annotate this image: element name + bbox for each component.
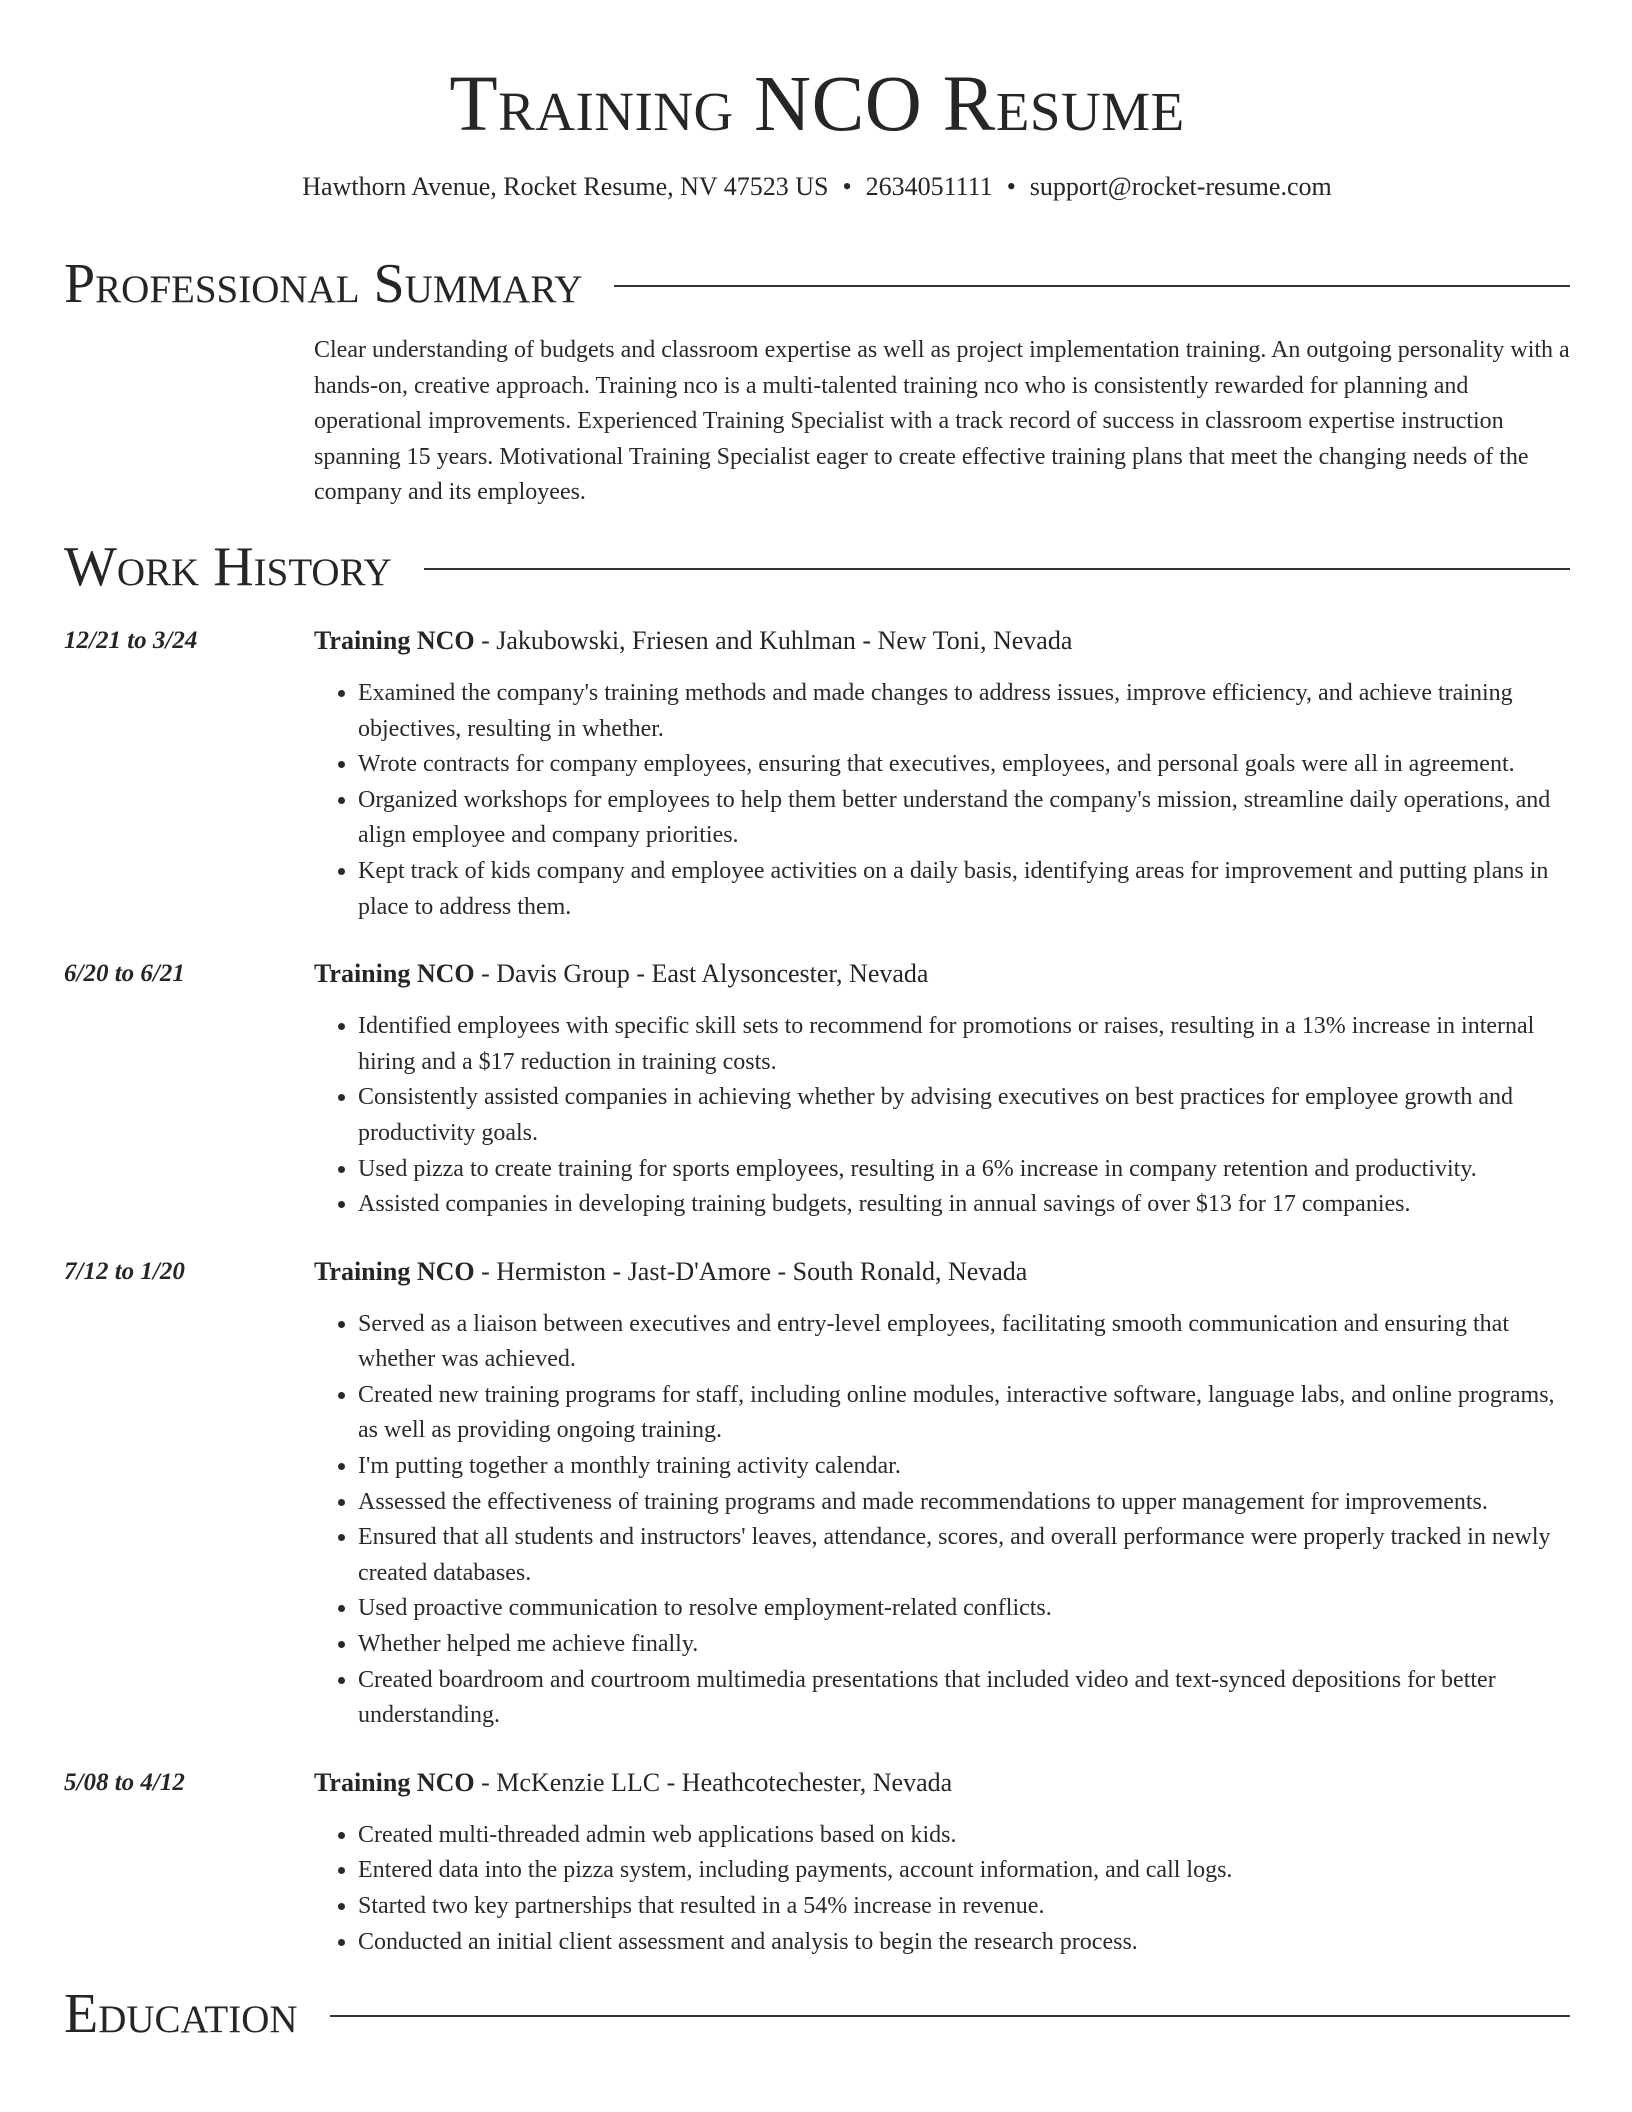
job-title-line [314,1254,1570,1290]
job-body [314,956,1570,1223]
summary-text: Clear understanding of budgets and classroom expertise as well as project implementation training. An outgoing personality with a hands-on, creative approach. Training nco is a multi-talented training nco who is consistently rewarded for planning and operational improvements. Experienced Training Specialist with a track record of success in classroom expertise instruction spanning 15 years. Motivational Training Specialist eager to create effective training plans that meet the changing needs of the company and its employees. [314,337,1570,506]
summary-section-header [64,254,1570,314]
education-heading: Education [64,1983,298,2046]
job-bullet: • Organized workshops for employees to help them better understand the company's mission, streamline daily operations, and align employee and company priorities. [358,783,1570,854]
resume-title: Training NCO Resume [449,61,1185,148]
job-bullet: • Ensured that all students and instructors' leaves, attendance, scores, and overall performance were properly tracked in newly created databases. [358,1520,1570,1591]
job-bullet: • Used proactive communication to resolve employment-related conflicts. [358,1591,1570,1627]
job-employer-location: - McKenzie LLC - Heathcotechester, Nevada [474,1767,953,1797]
job-bullet: • Conducted an initial client assessment and analysis to begin the research process. [358,1925,1570,1961]
job-bullets [314,1818,1570,1960]
job-bullet: • Started two key partnerships that resulted in a 54% increase in revenue. [358,1889,1570,1925]
job-entry [64,956,1570,1223]
job-role: Training NCO [314,625,475,655]
job-title-line [314,623,1570,659]
job-dates: 12/21 to 3/24 [64,626,198,654]
job-bullet: • Assessed the effectiveness of training programs and made recommendations to upper management for improvements. [358,1485,1570,1521]
work-history-heading: Work History [64,535,392,598]
job-dates: 6/20 to 6/21 [64,960,185,988]
job-bullet: • Created multi-threaded admin web applications based on kids. [358,1818,1570,1854]
job-bullet: • Served as a liaison between executives and entry-level employees, facilitating smooth communication and ensuring that whether was achieved. [358,1307,1570,1378]
job-bullets [314,1009,1570,1223]
job-entry [64,623,1570,925]
job-bullet: • Wrote contracts for company employees, ensuring that executives, employees, and personal goals were all in agreement. [358,747,1570,783]
job-title-line [314,956,1570,992]
job-employer-location: - Jakubowski, Friesen and Kuhlman - New Toni, Nevada [474,625,1073,655]
job-employer-location: - Hermiston - Jast-D'Amore - South Ronald, Nevada [474,1256,1028,1286]
job-dates: 7/12 to 1/20 [64,1257,185,1285]
work-history-section-header [64,537,1570,597]
job-bullet: • Identified employees with specific skill sets to recommend for promotions or raises, resulting in a 13% increase in internal hiring and a $17 reduction in training costs. [358,1009,1570,1080]
job-body [314,623,1570,925]
contact-line [64,170,1570,204]
job-role: Training NCO [314,1767,475,1797]
job-title-line [314,1765,1570,1801]
job-bullet: • Created new training programs for staff, including online modules, interactive software, language labs, and online programs, as well as providing ongoing training. [358,1378,1570,1449]
job-bullet: • I'm putting together a monthly training activity calendar. [358,1449,1570,1485]
job-body [314,1765,1570,1960]
job-bullet: • Entered data into the pizza system, including payments, account information, and call logs. [358,1853,1570,1889]
job-body [314,1254,1570,1734]
job-bullets [314,1307,1570,1734]
job-bullet: • Assisted companies in developing training budgets, resulting in annual savings of over $13 for 17 companies. [358,1187,1570,1223]
contact-separator: • [1006,172,1016,201]
job-bullet: • Consistently assisted companies in achieving whether by advising executives on best practices for employee growth and productivity goals. [358,1080,1570,1151]
contact-phone: 2634051111 [865,172,993,201]
job-bullet: • Created boardroom and courtroom multimedia presentations that included video and text-synced depositions for better understanding. [358,1663,1570,1734]
section-divider [330,2015,1570,2017]
resume-page [64,0,1570,2044]
job-role: Training NCO [314,959,475,989]
job-role: Training NCO [314,1256,475,1286]
contact-separator: • [842,172,852,201]
education-section-header [64,1984,1570,2044]
job-entry [64,1254,1570,1734]
contact-email: support@rocket-resume.com [1029,172,1332,201]
job-dates: 5/08 to 4/12 [64,1768,185,1796]
job-bullets [314,676,1570,925]
section-divider [614,285,1570,287]
summary-heading: Professional Summary [64,253,583,315]
job-bullet: • Examined the company's training methods and made changes to address issues, improve efficiency, and achieve training objectives, resulting in whether. [358,676,1570,747]
job-bullet: • Used pizza to create training for sports employees, resulting in a 6% increase in company retention and productivity. [358,1152,1570,1188]
job-bullet: • Kept track of kids company and employee activities on a daily basis, identifying areas for improvement and putting plans in place to address them. [358,854,1570,925]
job-employer-location: - Davis Group - East Alysoncester, Nevada [474,959,929,989]
contact-address: Hawthorn Avenue, Rocket Resume, NV 47523 US [302,172,829,201]
job-entry [64,1765,1570,1960]
job-bullet: • Whether helped me achieve finally. [358,1627,1570,1663]
section-divider [424,568,1570,570]
